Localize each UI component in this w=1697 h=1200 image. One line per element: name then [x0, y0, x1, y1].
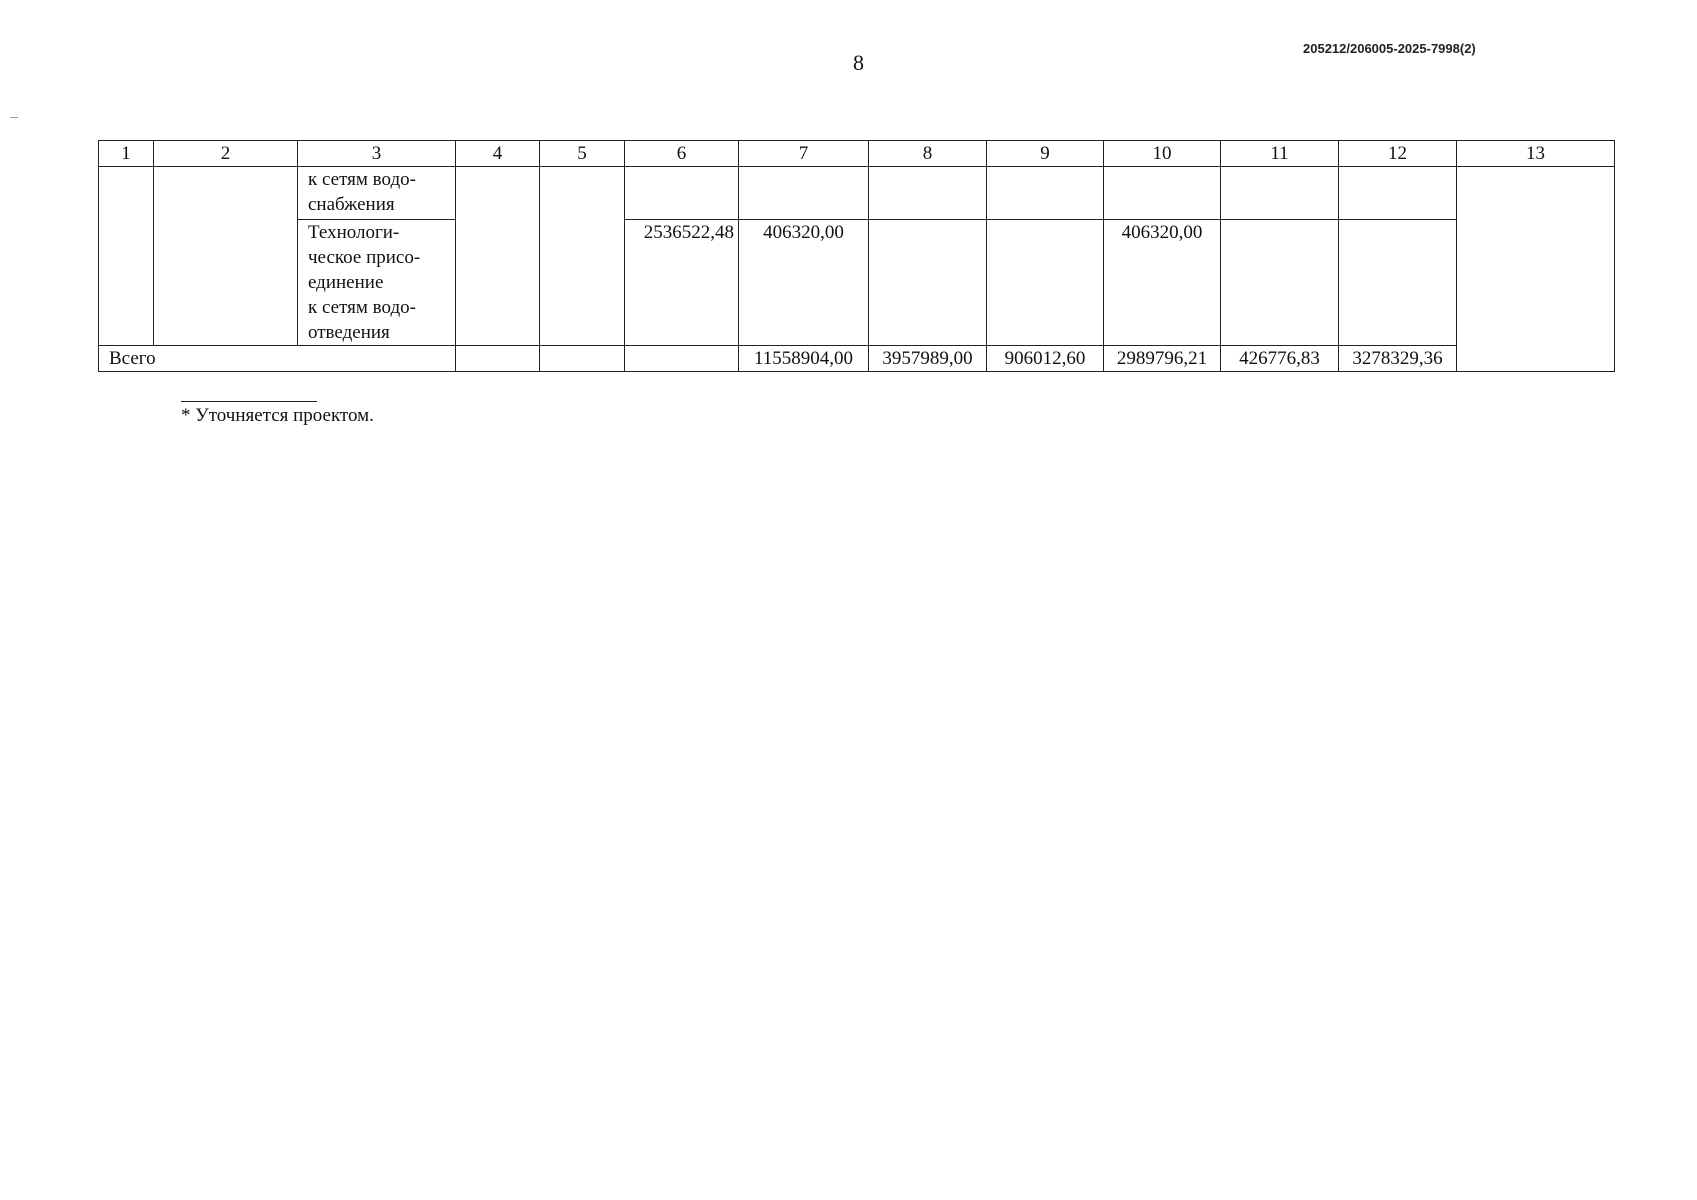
column-number-row — [99, 141, 1615, 167]
table-cell — [99, 167, 154, 346]
column-header: 1 — [99, 141, 154, 167]
total-value: 2989796,21 — [1104, 346, 1221, 372]
column-header: 3 — [298, 141, 456, 167]
table-cell — [625, 346, 739, 372]
table-cell — [987, 167, 1104, 220]
total-value: 426776,83 — [1221, 346, 1339, 372]
column-header: 4 — [456, 141, 540, 167]
description-line: к сетям водо- — [308, 169, 416, 190]
value-cell: 406320,00 — [1104, 220, 1221, 346]
table-cell — [1221, 220, 1339, 346]
table-cell — [869, 167, 987, 220]
footnote: * Уточняется проектом. — [181, 405, 374, 426]
table-cell — [1104, 167, 1221, 220]
table-cell — [540, 167, 625, 346]
column-header: 7 — [739, 141, 869, 167]
column-header: 12 — [1339, 141, 1457, 167]
total-value: 3278329,36 — [1339, 346, 1457, 372]
footnote-divider — [181, 401, 317, 402]
table-row — [99, 220, 1615, 346]
table-cell — [869, 220, 987, 346]
column-header: 11 — [1221, 141, 1339, 167]
value-cell: 2536522,48 — [625, 220, 739, 346]
table-cell — [456, 346, 540, 372]
table-cell — [987, 220, 1104, 346]
total-value: 906012,60 — [987, 346, 1104, 372]
total-row — [99, 346, 1615, 372]
document-id: 205212/206005-2025-7998(2) — [1303, 41, 1476, 56]
total-label: Всего — [99, 346, 456, 372]
scan-mark — [10, 117, 18, 118]
column-header: 8 — [869, 141, 987, 167]
table-cell — [739, 167, 869, 220]
table-cell — [1457, 167, 1615, 372]
description-line: снабжения — [308, 194, 395, 215]
column-header: 6 — [625, 141, 739, 167]
column-header: 13 — [1457, 141, 1615, 167]
column-header: 9 — [987, 141, 1104, 167]
table-cell — [456, 167, 540, 346]
table-cell — [154, 167, 298, 346]
column-header: 2 — [154, 141, 298, 167]
description-cell — [298, 167, 456, 220]
total-value: 3957989,00 — [869, 346, 987, 372]
table-cell — [625, 167, 739, 220]
table-cell — [1339, 220, 1457, 346]
description-line: единение — [308, 272, 384, 293]
table-row — [99, 167, 1615, 220]
data-table — [98, 140, 1615, 372]
description-line: ческое присо- — [308, 247, 421, 268]
description-line: Технологи- — [308, 222, 400, 243]
column-header: 10 — [1104, 141, 1221, 167]
value-cell: 406320,00 — [739, 220, 869, 346]
description-line: отведения — [308, 322, 390, 343]
column-header: 5 — [540, 141, 625, 167]
description-line: к сетям водо- — [308, 297, 416, 318]
total-value: 11558904,00 — [739, 346, 869, 372]
table-cell — [1221, 167, 1339, 220]
page-number: 8 — [853, 50, 864, 75]
table-cell — [540, 346, 625, 372]
description-cell — [298, 220, 456, 346]
table-cell — [1339, 167, 1457, 220]
